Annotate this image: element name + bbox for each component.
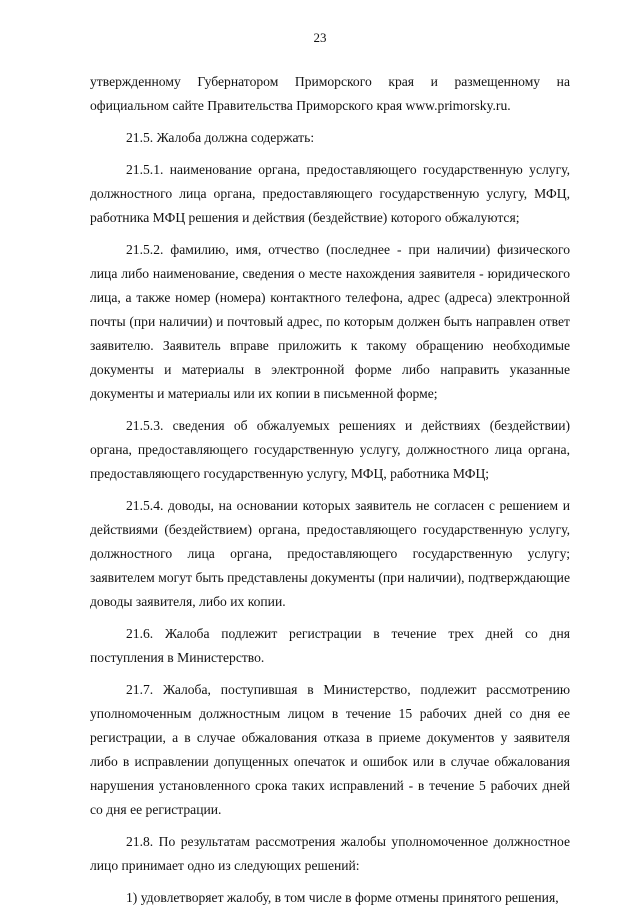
page-number: 23 bbox=[313, 30, 327, 45]
paragraph-continuation: утвержденному Губернатором Приморского края и размещенному на официальном сайте Правительства Приморского края www.primorsky.ru. bbox=[90, 74, 570, 113]
paragraph-21-8: 21.8. По результатам рассмотрения жалобы уполномоченное должностное лицо принимает одно из следующих решений: bbox=[90, 834, 570, 873]
paragraph-item-1: 1) удовлетворяет жалобу, в том числе в форме отмены принятого решения, bbox=[126, 890, 559, 905]
paragraph-21-5-4: 21.5.4. доводы, на основании которых заявитель не согласен с решением и действиями (бездействием) органа, предоставляющего государственную услугу, должностного лица органа, предоставляющего государственную услугу; заявителем могут быть представлены документы (при наличии), подтверждающие доводы заявителя, либо их копии. bbox=[90, 498, 570, 609]
paragraph-21-7: 21.7. Жалоба, поступившая в Министерство, подлежит рассмотрению уполномоченным должностным лицом в течение 15 рабочих дней со дня ее регистрации, а в случае обжалования отказа в приеме документов у заявителя либо в исправлении допущенных опечаток и ошибок или в случае обжалования нарушения установленного срока таких исправлений - в течение 5 рабочих дней со дня ее регистрации. bbox=[90, 682, 570, 817]
paragraph-21-5-2: 21.5.2. фамилию, имя, отчество (последнее - при наличии) физического лица либо наименование, сведения о месте нахождения заявителя - юридического лица, а также номер (номера) контактного телефона, адрес (адреса) электронной почты (при наличии) и почтовый адрес, по которым должен быть направлен ответ заявителю. Заявитель вправе приложить к такому обращению необходимые документы и материалы в электронной форме либо направить указанные документы и материалы или их копии в письменной форме; bbox=[90, 242, 570, 401]
paragraph-21-5-1: 21.5.1. наименование органа, предоставляющего государственную услугу, должностного лица органа, предоставляющего государственную услугу, МФЦ, работника МФЦ решения и действия (бездействие) которого обжалуются; bbox=[90, 162, 570, 225]
paragraph-21-5: 21.5. Жалоба должна содержать: bbox=[126, 130, 315, 145]
document-body bbox=[90, 70, 570, 918]
paragraph-21-5-3: 21.5.3. сведения об обжалуемых решениях и действиях (бездействии) органа, предоставляющего государственную услугу, должностного лица органа, предоставляющего государственную услугу, МФЦ, работника МФЦ; bbox=[90, 418, 570, 481]
paragraph-21-6: 21.6. Жалоба подлежит регистрации в течение трех дней со дня поступления в Министерство. bbox=[90, 626, 570, 665]
